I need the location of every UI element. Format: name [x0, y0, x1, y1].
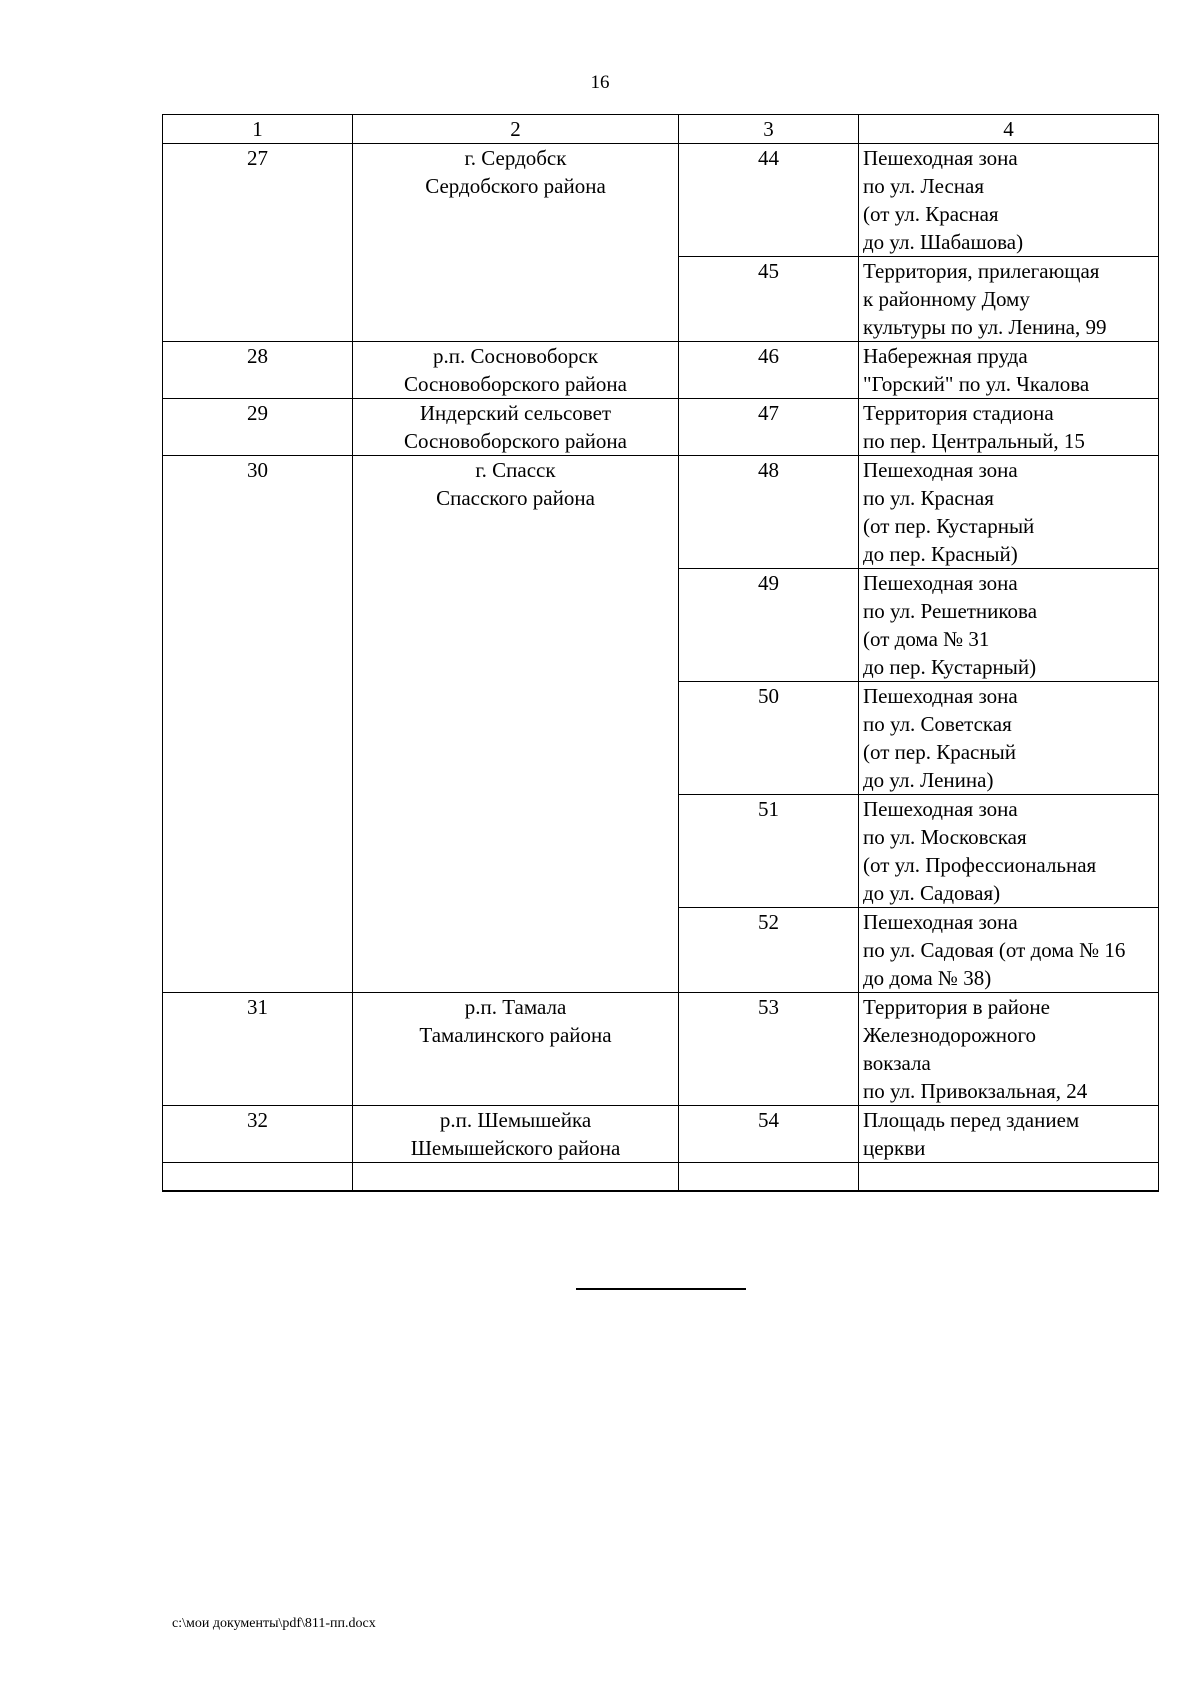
locality-line: Сердобского района [425, 174, 606, 198]
description-line: (от дома № 31 [863, 627, 990, 651]
description-line: Пешеходная зона [863, 797, 1018, 821]
site-description-cell [859, 569, 1159, 682]
table-row [163, 144, 1159, 257]
site-description-cell [859, 682, 1159, 795]
description-line: Территория, прилегающая [863, 259, 1100, 283]
locality-cell [353, 342, 679, 399]
description-line: Территория стадиона [863, 401, 1054, 425]
description-line: по ул. Красная [863, 486, 994, 510]
table-row [163, 399, 1159, 456]
empty-cell [163, 1163, 353, 1192]
description-line: по ул. Московская [863, 825, 1027, 849]
description-line: Железнодорожного [863, 1023, 1037, 1047]
table-row [163, 456, 1159, 569]
description-line: по пер. Центральный, 15 [863, 429, 1085, 453]
site-number-cell: 45 [679, 257, 859, 342]
description-line: Площадь перед зданием [863, 1108, 1080, 1132]
description-line: вокзала [863, 1051, 931, 1075]
table-row [163, 1106, 1159, 1163]
locality-line: Сосновоборского района [404, 372, 627, 396]
column-header-4: 4 [859, 115, 1159, 144]
site-number-cell: 47 [679, 399, 859, 456]
site-description-cell [859, 795, 1159, 908]
locality-line: Тамалинского района [419, 1023, 612, 1047]
empty-cell [679, 1163, 859, 1192]
description-line: Территория в районе [863, 995, 1050, 1019]
description-line: по ул. Привокзальная, 24 [863, 1079, 1088, 1103]
description-line: до пер. Красный) [863, 542, 1018, 566]
description-line: культуры по ул. Ленина, 99 [863, 315, 1107, 339]
site-number-cell: 50 [679, 682, 859, 795]
site-description-cell [859, 144, 1159, 257]
row-index-cell: 31 [163, 993, 353, 1106]
description-line: Пешеходная зона [863, 571, 1018, 595]
locality-line: Шемышейского района [410, 1136, 621, 1160]
header-row [163, 115, 1159, 144]
row-index-cell: 30 [163, 456, 353, 993]
site-description-cell [859, 257, 1159, 342]
site-number-cell: 54 [679, 1106, 859, 1163]
description-line: Пешеходная зона [863, 146, 1018, 170]
empty-cell [859, 1163, 1159, 1192]
closing-rule [576, 1288, 746, 1290]
row-index-cell: 32 [163, 1106, 353, 1163]
document-table [162, 114, 1159, 1192]
page-number: 16 [590, 72, 610, 93]
locality-cell [353, 456, 679, 993]
description-line: (от пер. Красный [863, 740, 1016, 764]
locality-line: р.п. Тамала [464, 995, 567, 1019]
description-line: "Горский" по ул. Чкалова [863, 372, 1090, 396]
locality-cell [353, 144, 679, 342]
locality-line: р.п. Шемышейка [439, 1108, 592, 1132]
description-line: до пер. Кустарный) [863, 655, 1037, 679]
description-line: по ул. Решетникова [863, 599, 1038, 623]
column-header-3: 3 [679, 115, 859, 144]
site-number-cell: 44 [679, 144, 859, 257]
description-line: (от пер. Кустарный [863, 514, 1035, 538]
description-line: (от ул. Красная [863, 202, 999, 226]
site-number-cell: 49 [679, 569, 859, 682]
row-index-cell: 27 [163, 144, 353, 342]
table-row [163, 993, 1159, 1106]
description-line: Пешеходная зона [863, 910, 1018, 934]
site-description-cell [859, 908, 1159, 993]
description-line: (от ул. Профессиональная [863, 853, 1097, 877]
description-line: по ул. Лесная [863, 174, 985, 198]
site-description-cell [859, 456, 1159, 569]
row-index-cell: 29 [163, 399, 353, 456]
description-line: до ул. Шабашова) [863, 230, 1024, 254]
description-line: по ул. Садовая (от дома № 16 [863, 938, 1126, 962]
locality-line: Индерский сельсовет [419, 401, 612, 425]
description-line: до ул. Ленина) [863, 768, 994, 792]
description-line: по ул. Советская [863, 712, 1012, 736]
locality-cell [353, 399, 679, 456]
table-body [163, 115, 1159, 1192]
column-header-1: 1 [163, 115, 353, 144]
description-line: до ул. Садовая) [863, 881, 1001, 905]
locality-line: г. Сердобск [464, 146, 567, 170]
site-description-cell [859, 399, 1159, 456]
locality-line: р.п. Сосновоборск [432, 344, 599, 368]
site-description-cell [859, 1106, 1159, 1163]
site-description-cell [859, 993, 1159, 1106]
empty-table-row [163, 1163, 1159, 1192]
site-description-cell [859, 342, 1159, 399]
locality-cell [353, 1106, 679, 1163]
locality-cell [353, 993, 679, 1106]
empty-cell [353, 1163, 679, 1192]
row-index-cell: 28 [163, 342, 353, 399]
site-number-cell: 52 [679, 908, 859, 993]
site-number-cell: 51 [679, 795, 859, 908]
description-line: Пешеходная зона [863, 458, 1018, 482]
description-line: до дома № 38) [863, 966, 992, 990]
locality-line: Спасского района [436, 486, 595, 510]
footer-file-path: c:\мои документы\pdf\811-пп.docx [172, 1616, 376, 1631]
column-header-2: 2 [353, 115, 679, 144]
site-number-cell: 46 [679, 342, 859, 399]
site-number-cell: 48 [679, 456, 859, 569]
description-line: к районному Дому [863, 287, 1030, 311]
description-line: церкви [863, 1136, 926, 1160]
site-number-cell: 53 [679, 993, 859, 1106]
description-line: Пешеходная зона [863, 684, 1018, 708]
locality-line: г. Спасск [475, 458, 556, 482]
table-row [163, 342, 1159, 399]
description-line: Набережная пруда [863, 344, 1028, 368]
locality-line: Сосновоборского района [404, 429, 627, 453]
